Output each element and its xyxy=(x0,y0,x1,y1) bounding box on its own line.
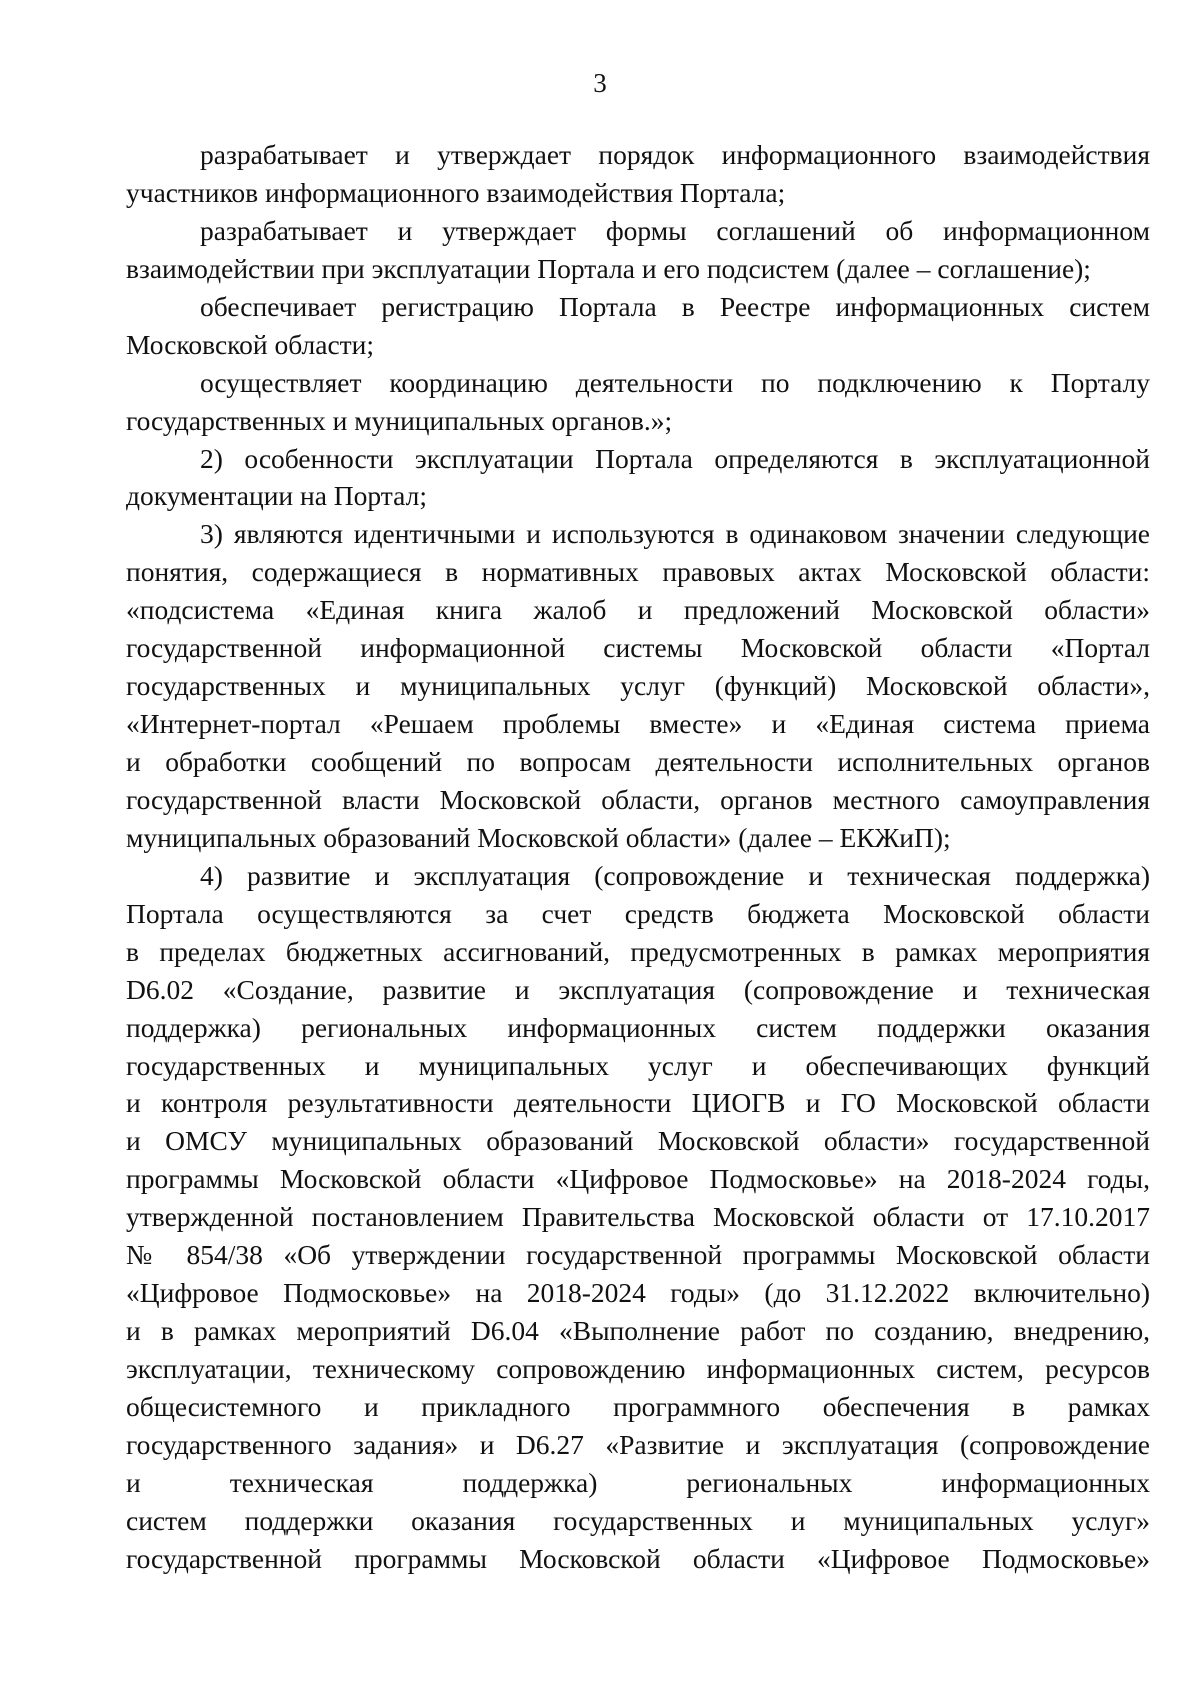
text-line: государственного задания» и D6.27 «Развитие и эксплуатация (сопровождение xyxy=(126,1428,1150,1460)
text-line: «подсистема «Единая книга жалоб и предложений Московской области» xyxy=(126,594,1150,626)
text-line: муниципальных образований Московской области» (далее – ЕКЖиП); xyxy=(126,821,951,853)
text-line: 3) являются идентичными и используются в одинаковом значении следующие xyxy=(200,518,1150,550)
text-line: D6.02 «Создание, развитие и эксплуатация (сопровождение и техническая xyxy=(126,973,1150,1005)
text-line: в пределах бюджетных ассигнований, предусмотренных в рамках мероприятия xyxy=(126,935,1150,967)
text-line: и в рамках мероприятий D6.04 «Выполнение работ по созданию, внедрению, xyxy=(126,1315,1150,1347)
text-line: систем поддержки оказания государственных и муниципальных услуг» xyxy=(126,1504,1150,1536)
text-line: документации на Портал; xyxy=(126,480,427,512)
body-text xyxy=(126,136,1150,1578)
text-line: государственных и муниципальных органов.»; xyxy=(126,404,673,436)
text-line: обеспечивает регистрацию Портала в Реестре информационных систем xyxy=(200,290,1150,322)
text-line: «Цифровое Подмосковье» на 2018-2024 годы» (до 31.12.2022 включительно) xyxy=(126,1277,1150,1309)
text-line: утвержденной постановлением Правительства Московской области от 17.10.2017 xyxy=(126,1201,1150,1233)
text-line: государственных и муниципальных услуг (функций) Московской области», xyxy=(126,670,1150,702)
text-line: и ОМСУ муниципальных образований Московской области» государственной xyxy=(126,1125,1150,1157)
text-line: и техническая поддержка) региональных информационных xyxy=(126,1466,1150,1498)
text-line: «Интернет-портал «Решаем проблемы вместе» и «Единая система приема xyxy=(126,708,1150,740)
text-line: разрабатывает и утверждает формы соглашений об информационном xyxy=(200,214,1150,246)
text-line: общесистемного и прикладного программного обеспечения в рамках xyxy=(126,1390,1150,1422)
page-number: 3 xyxy=(593,68,607,98)
text-line: Московской области; xyxy=(126,328,375,360)
text-line: программы Московской области «Цифровое Подмосковье» на 2018-2024 годы, xyxy=(126,1163,1150,1195)
text-line: понятия, содержащиеся в нормативных правовых актах Московской области: xyxy=(126,556,1150,588)
text-line: участников информационного взаимодействия Портала; xyxy=(126,176,786,208)
text-line: поддержка) региональных информационных систем поддержки оказания xyxy=(126,1011,1150,1043)
text-line: разрабатывает и утверждает порядок информационного взаимодействия xyxy=(200,139,1150,170)
text-line: эксплуатации, техническому сопровождению информационных систем, ресурсов xyxy=(126,1353,1150,1384)
text-line: и обработки сообщений по вопросам деятельности исполнительных органов xyxy=(126,746,1150,777)
text-line: № 854/38 «Об утверждении государственной программы Московской области xyxy=(126,1239,1150,1271)
text-line: и контроля результативности деятельности ЦИОГВ и ГО Московской области xyxy=(126,1087,1150,1119)
text-line: государственных и муниципальных услуг и обеспечивающих функций xyxy=(126,1049,1150,1081)
text-line: государственной информационной системы Московской области «Портал xyxy=(126,632,1150,664)
text-line: Портала осуществляются за счет средств бюджета Московской области xyxy=(126,897,1150,929)
text-line: 2) особенности эксплуатации Портала определяются в эксплуатационной xyxy=(200,442,1150,474)
text-line: осуществляет координацию деятельности по подключению к Порталу xyxy=(200,366,1150,398)
text-line: взаимодействии при эксплуатации Портала и его подсистем (далее – соглашение); xyxy=(126,252,1091,284)
text-line: 4) развитие и эксплуатация (сопровождение и техническая поддержка) xyxy=(200,859,1150,891)
text-line: государственной программы Московской области «Цифровое Подмосковье» xyxy=(126,1542,1150,1574)
text-line: государственной власти Московской области, органов местного самоуправления xyxy=(126,783,1150,815)
